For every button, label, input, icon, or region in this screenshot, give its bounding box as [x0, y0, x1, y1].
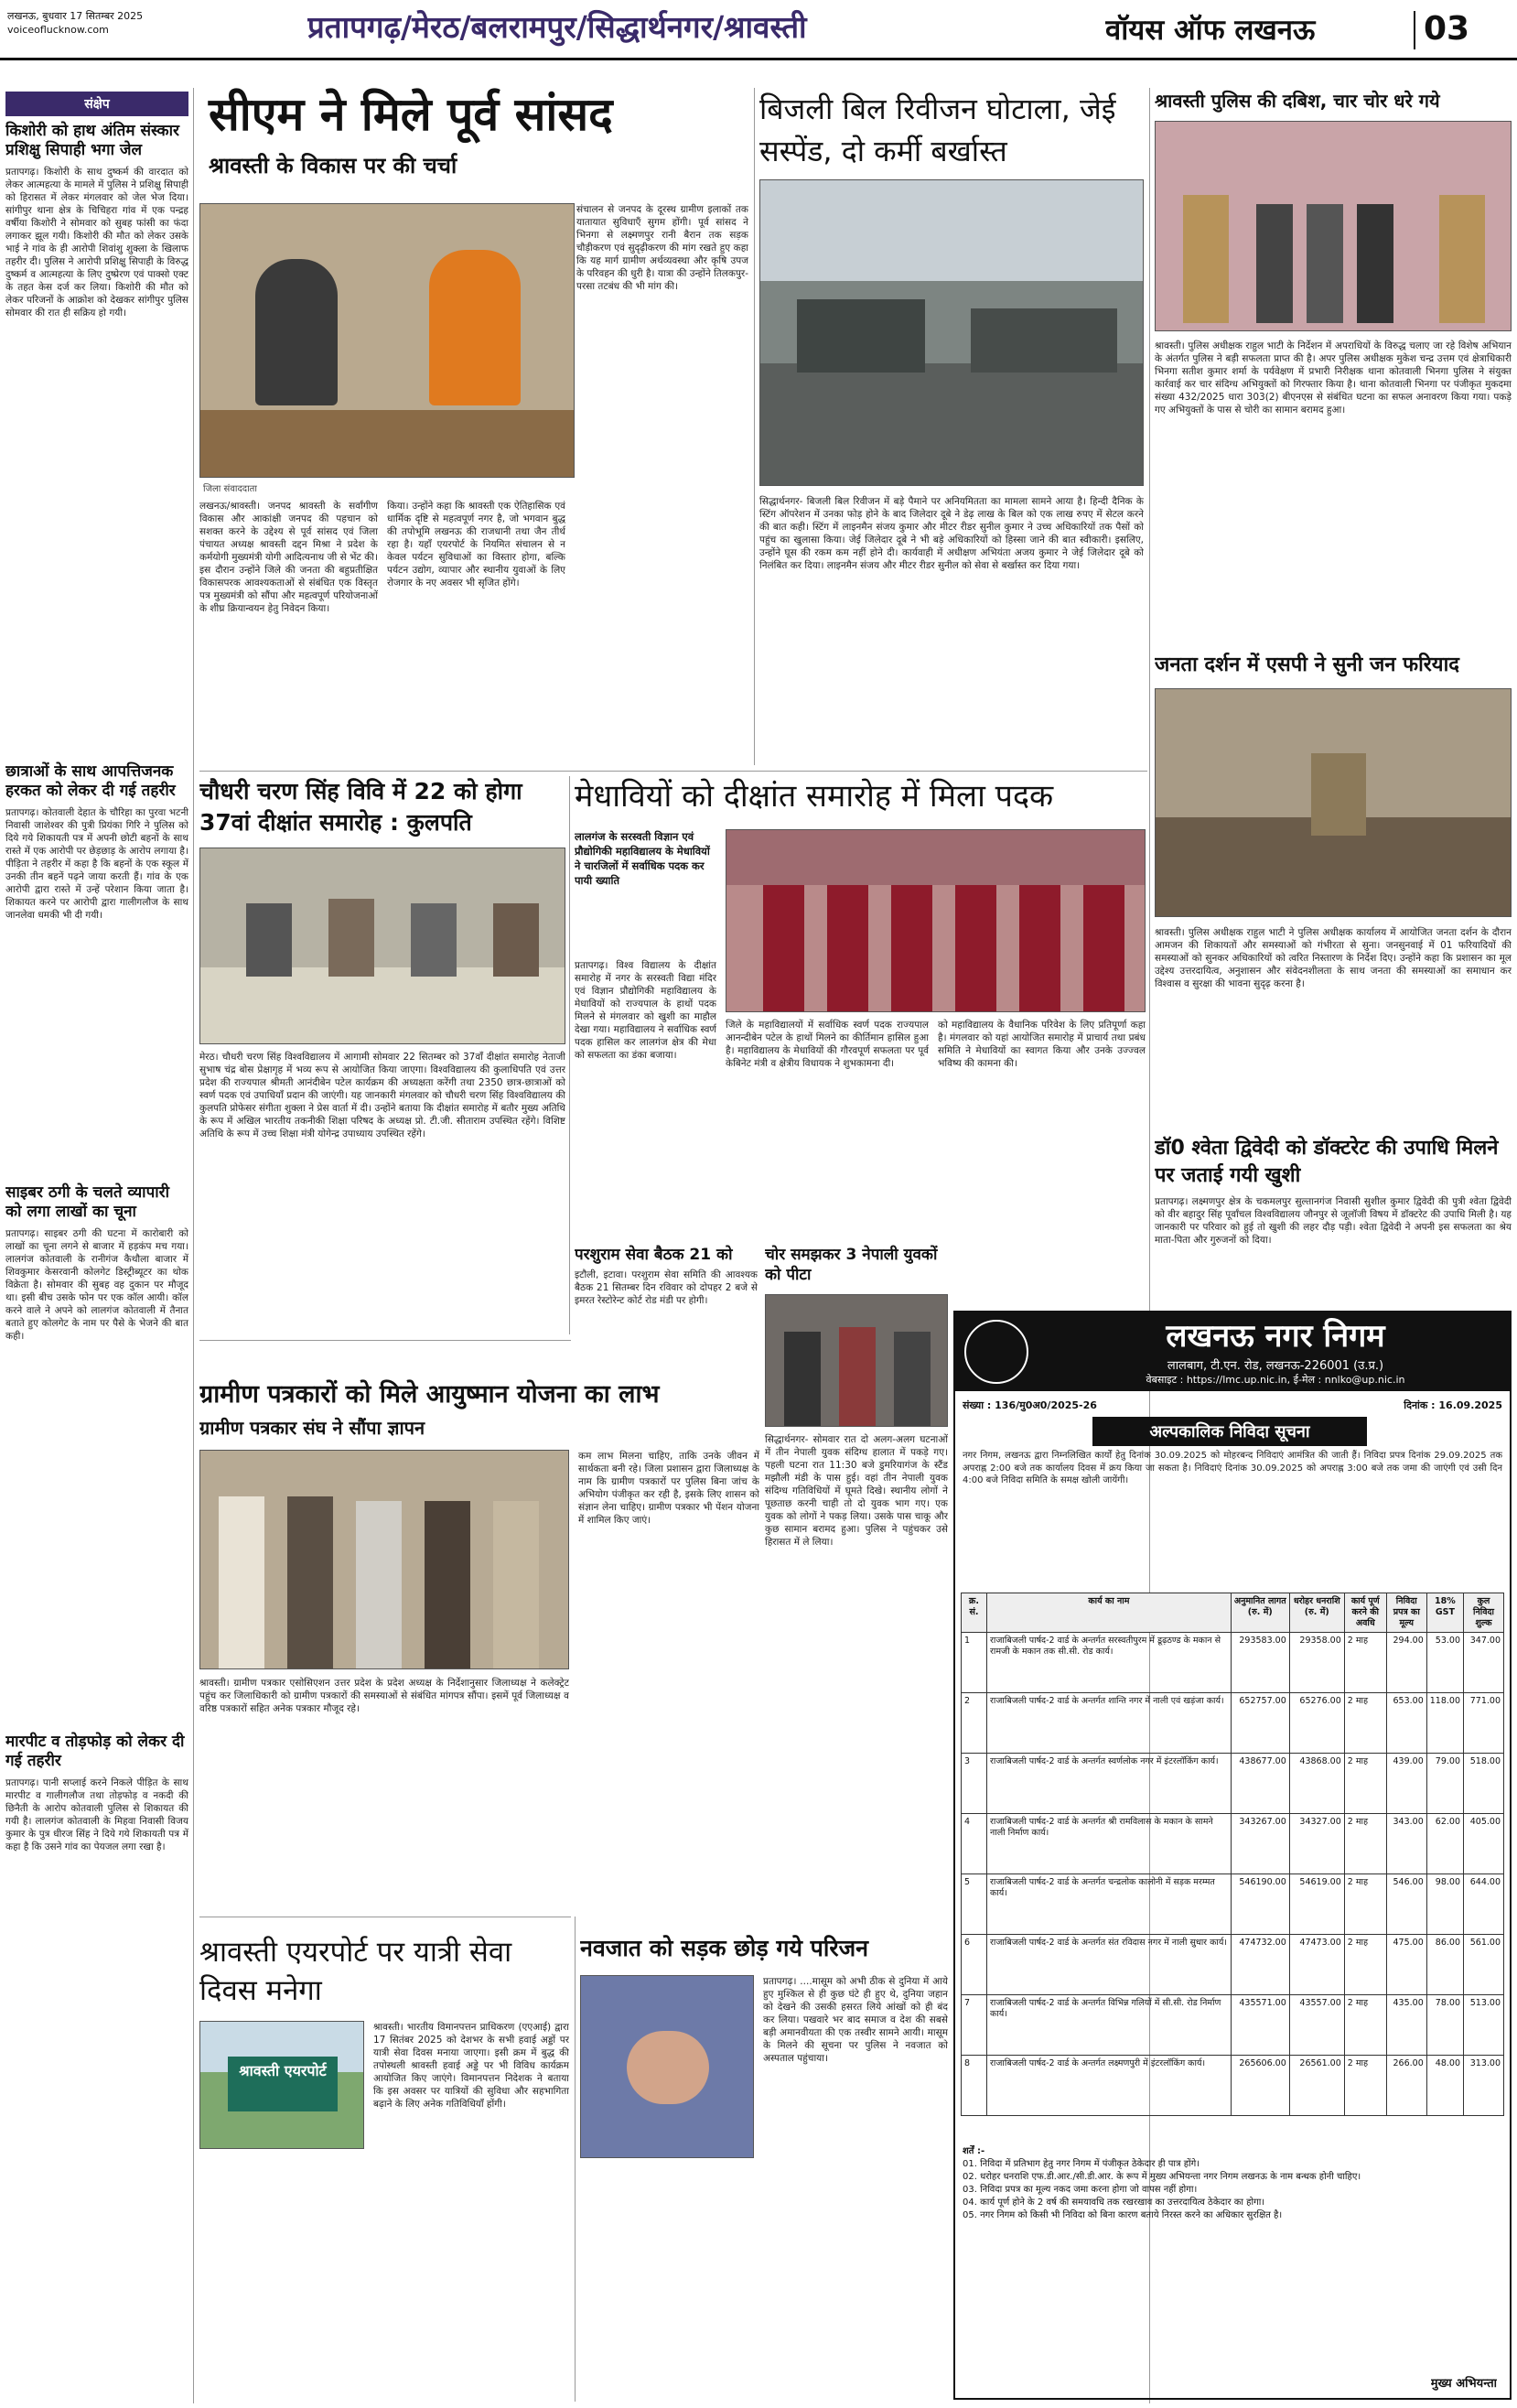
brief-body: प्रतापगढ़। साइबर ठगी की घटना में कारोबारी को लाखों का चूना लगने से बाजार में हड़कंप मच गया। लालगंज कोतवाली के रानीगंज कैथौला बाजार में शिवकुमार केसरवानी कोलगेट डिस्ट्रीब्यूटर का थोक विक्रेता है। सोमवार की सुबह वह दुकान पर मौजूद था। इसी बीच उसके फोन पर एक कॉल आयी। कॉल करने वाले ने अपने को लालगंज कोतवाली में तैनात बताते हुए कोलगेट के नाम पर पैसे के भेजने की बात कही। — [5, 1228, 188, 1342]
story-medals — [575, 776, 1146, 1234]
story-headline: चौधरी चरण सिंह विवि में 22 को होगा 37वां दीक्षांत समारोह : कुलपति — [199, 778, 522, 836]
story-body: सिद्धार्थनगर- बिजली बिल रिवीजन में बड़े पैमाने पर अनियमितता का मामला सामने आया है। हिन्दी दैनिक के स्टिंग ऑपरेशन में उनका फोड़ होने के बाद जिलेदार दूबे ने डेढ़ लाख के बिल को एक लाख रुपए में सेटल करने की बात कही। स्टिंग में लाइनमैन संजय कुमार और मीटर रीडर सुनील कुमार ने उच्च अधिकारियों तक पैसों को पहुंच का खुलासा किया। जेई जिलेदार दूबे ने भी बड़े अधिकारियों को हिस्सा जाने की बात स्वीकारी। इसलिए, उन्होंने घूस की रकम कम नहीं होने दी। कार्यवाही में अधीक्षण अभियंता अजय कुमार ने जेई जिलेदार दूबे को निलंबित कर दिया। लाइनमैन संजय और मीटर रीडर सुनील को सेवा से बर्खास्त कर दिया गया। — [759, 496, 1144, 571]
photo-cm-meeting — [199, 203, 575, 478]
story-electricity-scam — [759, 88, 1144, 765]
brief-body: प्रतापगढ़। कोतवाली देहात के चौरिहा का पुरवा भटनी निवासी जाशेश्वर की पुत्री प्रियंका गिरि ने पुलिस को दिये गये शिकायती पत्र में अपनी छोटी बहनों के साथ रास्ते में एक आरोपी पर छेड़छाड़ के आरोप लगाया है। पीड़िता ने तहरीर में कहा है कि बहनों के एक स्कूल में उनकी तीन बहनें पढ़ने जाया करती हैं। गांव के एक आरोपी द्वारा रास्ते में उन्हें परेशान किया जाता है। शिकायत करने पर आरोपी द्वारा गालीगलौज के साथ जानलेवा धमकी भी दी गयी। — [5, 807, 188, 921]
sidebar-briefs — [5, 92, 188, 2403]
story-body: इटौली, इटावा। परशुराम सेवा समिति की आवश्यक बैठक 21 सितम्बर दिन रविवार को दोपहर 2 बजे से इमरत रेस्टोरेन्ट कोर्ट रोड मंडी पर होगी। — [575, 1269, 758, 1306]
col-header: कार्य पूर्ण करने की अवधि — [1344, 1593, 1386, 1633]
story-headline: मेधावियों को दीक्षांत समारोह में मिला पदक — [575, 778, 1054, 815]
story-body: कम लाभ मिलना चाहिए, ताकि उनके जीवन में सार्थकता बनी रहे। जिला प्रशासन द्वारा जिलाध्यक्ष के नाम कि ग्रामीण पत्रकारों पर पुलिस बिना जांच के अभियोग पंजीकृत कर रही है, इसके लिए शासन को संज्ञान लेना चाहिए। ग्रामीण पत्रकार भी पेंशन योजना में शामिल किए जाएं। — [578, 1451, 759, 1526]
story-body: मेरठ। चौधरी चरण सिंह विश्वविद्यालय में आगामी सोमवार 22 सितम्बर को 37वाँ दीक्षांत समारोह नेताजी सुभाष चंद्र बोस प्रेक्षागृह में भव्य रूप से आयोजित किया जाएगा। विश्वविद्यालय की कुलाधिपति एवं उत्तर प्रदेश की राज्यपाल श्रीमती आनंदीबेन पटेल कार्यक्रम की अध्यक्षता करेंगी तथा 2350 छात्र-छात्राओं को स्वर्ण पदक एवं उपाधियाँ प्रदान की जाएंगी। यह जानकारी मंगलवार को चौधरी चरण सिंह विश्वविद्यालय की कुलपति प्रोफेसर संगीता शुक्ला ने प्रेस वार्ता में दी। उन्होंने बताया कि दीक्षांत समारोह में बतौर मुख्य अतिथि के रूप में अखिल भारतीय तकनीकी शिक्षा परिषद के अध्यक्ष प्रो. टी.जी. सीताराम उपस्थित रहेंगे। विशिष्ट अतिथि के रूप में उच्च शिक्षा मंत्री योगेन्द्र उपाध्याय उपस्थित रहेंगे। — [199, 1052, 565, 1139]
table-row: 3 राजाबिजली पार्षद-2 वार्ड के अन्तर्गत स्वर्णलोक नगर में इंटरलॉकिंग कार्य। 438677.00 43868.00 2 माह 439.00 79.00 518.00 — [962, 1754, 1504, 1814]
brief-title: साइबर ठगी के चलते व्यापारी को लगा लाखों का चूना — [5, 1183, 169, 1221]
story-body: श्रावस्ती। ग्रामीण पत्रकार एसोसिएशन उत्तर प्रदेश के प्रदेश अध्यक्ष के निर्देशानुसार जिलाध्यक्ष ने कलेक्ट्रेट पहुंच कर जिलाधिकारी को ग्रामीण पत्रकारों की समस्याओं से संबंधित मांगपत्र सौंपा। इसमें पूर्व जिलाध्यक्ष व वरिष्ठ पत्रकारों सहित अनेक पत्रकार मौजूद रहे। — [199, 1678, 569, 1714]
story-headline: ग्रामीण पत्रकारों को मिले आयुष्मान योजना का लाभ — [199, 1380, 660, 1409]
story-headline: जनता दर्शन में एसपी ने सुनी जन फरियाद — [1155, 653, 1459, 676]
tender-header — [955, 1312, 1510, 1391]
tender-signatory: मुख्य अभियन्ता — [1430, 2377, 1497, 2391]
term-item: 01. निविदा में प्रतिभाग हेतु नगर निगम में पंजीकृत ठेकेदार ही पात्र होंगे। — [963, 2159, 1200, 2169]
brief-item — [5, 1733, 188, 2161]
story-headline: चोर समझकर 3 नेपाली युवकों को पीटा — [765, 1246, 938, 1284]
tender-terms — [963, 2145, 1502, 2365]
tender-date: दिनांक : 16.09.2025 — [1404, 1399, 1502, 1411]
paper-title-box — [1098, 5, 1510, 55]
story-rural-journalists — [199, 1378, 759, 1909]
paper-name: वॉयस ऑफ लखनऊ — [1105, 14, 1316, 47]
story-body: किया। उन्होंने कहा कि श्रावस्ती एक ऐतिहासिक एवं धार्मिक दृष्टि से महत्वपूर्ण नगर है, जो भगवान बुद्ध की तपोभूमि लखनऊ की राजधानी तथा जैन तीर्थ रहा है। यहाँ एयरपोर्ट के नियमित संचालन से न केवल पर्यटन सुविधाओं का विस्तार होगा, बल्कि पर्यटन उद्योग, व्यापार और स्थानीय युवाओं के लिए रोजगार के नए अवसर भी सृजित होंगे। — [387, 501, 565, 589]
table-row: 2 राजाबिजली पार्षद-2 वार्ड के अन्तर्गत शान्ति नगर में नाली एवं खड़ंजा कार्य। 652757.00 65276.00 2 माह 653.00 118.00 771.00 — [962, 1693, 1504, 1754]
story-body: प्रतापगढ़। ....मासूम को अभी ठीक से दुनिया में आये हुए मुश्किल से ही कुछ घंटे ही हुए थे, दुनिया जहान को देखने की उसकी हसरत लिये आंखों को ही बंद कर लिया। पखवारे भर बाद समाज व देश की सबसे बड़ी अमानवीयता की एक तस्वीर सामने आयी। मासूम के मिलने की सूचना पर पुलिस ने नवजात को अस्पताल पहुंचाया। — [763, 1976, 948, 2064]
term-item: 04. कार्य पूर्ण होने के 2 वर्ष की समयावधि तक रखरखाव का उत्तरदायित्व ठेकेदार का होगा। — [963, 2197, 1265, 2208]
photo-press-conference — [199, 848, 565, 1044]
table-row: 1 राजाबिजली पार्षद-2 वार्ड के अन्तर्गत सरस्वतीपुरम में डूढ़ठण्ड के मकान से रामजी के मकान तक सी.सी. रोड कार्य। 293583.00 29358.00 2 माह 294.00 53.00 347.00 — [962, 1633, 1504, 1693]
story-body: संचालन से जनपद के दूरस्थ ग्रामीण इलाकों तक यातायात सुविधाएँ सुगम होंगी। पूर्व सांसद ने भिनगा से लक्ष्मणपुर रानी बैरान तक सड़क चौड़ीकरण एवं सुदृढ़ीकरण की मांग रखते हुए कहा कि यह मार्ग ग्रामीण अर्थव्यवस्था और कृषि उपज के परिवहन की धुरी है। यात्रा की उन्होंने तिलकपुर-परसा तटबंध की भी मांग की। — [576, 204, 748, 292]
story-body: श्रावस्ती। भारतीय विमानपत्तन प्राधिकरण (एएआई) द्वारा 17 सितंबर 2025 को देशभर के सभी हवाई अड्डों पर यात्री सेवा दिवस मनाया जाएगा। इसी क्रम में बुद्ध की तपोस्थली श्रावस्ती हवाई अड्डे पर भी विविध कार्यक्रम आयोजित किए जाएंगे। विमानपत्तन निदेशक ने बताया कि इस अवसर पर यात्रियों की सुविधा और सहभागिता बढ़ाने के लिए अनेक गतिविधियाँ होंगी। — [373, 2022, 569, 2110]
table-row: 4 राजाबिजली पार्षद-2 वार्ड के अन्तर्गत श्री रामविलास के मकान के सामने नाली निर्माण कार्य। 343267.00 34327.00 2 माह 343.00 62.00 405.00 — [962, 1814, 1504, 1874]
districts-title: प्रतापगढ़/मेरठ/बलरामपुर/सिद्धार्थनगर/श्रावस्ती — [307, 9, 807, 45]
story-body: लखनऊ/श्रावस्ती। जनपद श्रावस्ती के सर्वांगीण विकास और आकांक्षी जनपद की पहचान को सशक्त करने के उद्देश्य से पूर्व सांसद एवं जिला पंचायत अध्यक्ष श्रावस्ती दद्दन मिश्रा ने प्रदेश के कर्मयोगी मुख्यमंत्री योगी आदित्यनाथ जी से भेंट की। इस दौरान उन्होंने जिले की जनता की बहुप्रतीक्षित विकासपरक आवश्यकताओं से संबंधित एक विस्तृत पत्र मुख्यमंत्री को सौंपा और महत्वपूर्ण परियोजनाओं के शीघ्र क्रियान्वयन हेतु निवेदन किया। — [199, 501, 378, 614]
photo-memorandum — [199, 1450, 569, 1669]
col-header: अनुमानित लागत (रु. में) — [1231, 1593, 1289, 1633]
sidebar-label: संक्षेप — [5, 92, 188, 116]
photo-newborn — [580, 1975, 754, 2158]
term-item: 05. नगर निगम को किसी भी निविदा को बिना कारण बताये निरस्त करने का अधिकार सुरक्षित है। — [963, 2210, 1283, 2220]
tender-ref: संख्या : 136/मु0अ0/2025-26 — [963, 1399, 1097, 1411]
story-headline: नवजात को सड़क छोड़ गये परिजन — [580, 1935, 868, 1961]
brief-body: प्रतापगढ़। किशोरी के साथ दुष्कर्म की वारदात को लेकर आत्महत्या के मामले में पुलिस ने प्रशिक्षु सिपाही को हिरासत में लेकर मंगलवार को जेल भेज दिया। सांगीपुर थाना क्षेत्र के चिचिहरा गांव में एक पन्द्रह वर्षीया किशोरी ने सोमवार को सुबह फांसी का फंदा लगाकर झूल गयी। किशोरी की मौत को लेकर उसके भाई ने गांव के ही आरोपी शिवांशु शुक्ला के खिलाफ तहरीर दी। पुलिस ने आरोपी प्रशिक्षु सिपाही के विरुद्ध दुष्कर्म व आत्महत्या के लिए दुष्प्रेरण एवं पाक्सो एक्ट के तहत केस दर्ज कर लिया। किशोरी की मौत को लेकर परिजनों के आक्रोश को देखकर सांगीपुर पुलिस सोमवार की रात ही सक्रिय हो गयी। — [5, 167, 188, 319]
brief-title: मारपीट व तोड़फोड़ को लेकर दी गई तहरीर — [5, 1733, 185, 1770]
story-headline: डॉ0 श्वेता द्विवेदी को डॉक्टरेट की उपाधि मिलने पर जताई गयी खुशी — [1155, 1137, 1499, 1187]
story-kicker: लालगंज के सरस्वती विज्ञान एवं प्रौद्योगिकी महाविद्यालय के मेधावियों ने चारजिलों में सर्वाधिक पदक कर पायी ख्याति — [575, 830, 710, 887]
terms-label: शर्तें :- — [963, 2146, 985, 2156]
page-number: 03 — [1424, 10, 1470, 48]
photo-scrapyard — [759, 179, 1144, 486]
site-url: voiceoflucknow.com — [7, 24, 109, 36]
table-row: 5 राजाबिजली पार्षद-2 वार्ड के अन्तर्गत चन्द्रलोक कालोनी में सड़क मरम्मत कार्य। 546190.00 54619.00 2 माह 546.00 98.00 644.00 — [962, 1874, 1504, 1935]
emblem-icon — [964, 1320, 1028, 1384]
brief-title: किशोरी को हाथ अंतिम संस्कार प्रशिक्षु सिपाही भगा जेल — [5, 122, 179, 159]
col-header: कुल निविदा शुल्क — [1464, 1593, 1504, 1633]
col-header: धरोहर धनराशि (रु. में) — [1289, 1593, 1344, 1633]
story-airport — [199, 1933, 569, 2402]
tender-web: वेबसाइट : https://lmc.up.nic.in, ई-मेल : nnlko@up.nic.in — [1146, 1374, 1405, 1386]
tender-title: अल्पकालिक निविदा सूचना — [1092, 1417, 1367, 1446]
story-subhead: श्रावस्ती के विकास पर की चर्चा — [209, 153, 457, 178]
photo-crowd — [765, 1294, 948, 1427]
brief-item — [5, 122, 188, 751]
story-body: जिले के महाविद्यालयों में सर्वाधिक स्वर्ण पदक राज्यपाल आनन्दीबेन पटेल के हाथों मिलने का कीर्तिमान हासिल हुआ है। महाविद्यालय के मेधावियों की गौरवपूर्ण सफलता पर पूर्व केबिनेट मंत्री व क्षेत्रीय विधायक ने शुभकामना दी। — [726, 1020, 929, 1069]
story-doctorate — [1155, 1135, 1512, 1300]
col-header: क्र. सं. — [962, 1593, 987, 1633]
story-body: सिद्धार्थनगर- सोमवार रात दो अलग-अलग घटनाओं में तीन नेपाली युवक संदिग्ध हालात में पकड़े गए। पहली घटना रात 11:30 बजे डुमरियागंज के स्टैंड मझौली मंडी के पास हुई। वहां तीन नेपाली युवक संदिग्ध गतिविधियों में घूमते दिखे। स्थानीय लोगों ने पूछताछ करनी चाही तो दो युवक भाग गए। एक युवक को लोगों ने पकड़ लिया। उसके पास चाकू और कुछ सामान बरामद हुआ। पुलिस ने पहुंचकर उसे हिरासत में ले लिया। — [765, 1434, 948, 1548]
story-parshuram-meeting — [575, 1245, 758, 1373]
story-headline: सीएम ने मिले पूर्व सांसद — [209, 88, 613, 141]
story-body: को महाविद्यालय के वैधानिक परिवेश के लिए प्रतिपूर्णा कहा है। मंगलवार को यहां आयोजित समारोह में प्राचार्य तथा प्रबंध समिति ने मेधावियों का स्वागत किया और उनके उज्ज्वल भविष्य की कामना की। — [938, 1020, 1146, 1069]
brief-title: छात्राओं के साथ आपत्तिजनक हरकत को लेकर दी गई तहरीर — [5, 762, 176, 800]
story-nepali-youths — [765, 1245, 948, 2050]
col-header: निविदा प्रपत्र का मूल्य — [1386, 1593, 1426, 1633]
story-headline: श्रावस्ती पुलिस की दबिश, चार चोर धरे गये — [1155, 90, 1440, 112]
col-header: कार्य का नाम — [987, 1593, 1232, 1633]
tender-table — [961, 1593, 1504, 2116]
story-body: श्रावस्ती। पुलिस अधीक्षक राहुल भाटी के निर्देशन में अपराधियों के विरुद्ध चलाए जा रहे विशेष अभियान के अंतर्गत पुलिस ने बड़ी सफलता प्राप्त की है। अपर पुलिस अधीक्षक मुकेश चन्द्र उत्तम एवं क्षेत्राधिकारी भिनगा सतीश कुमार शर्मा के पर्यवेक्षण में प्रभारी निरीक्षक थाना कोतवाली भिनगा पुलिस ने संयुक्त कार्रवाई कर चार संदिग्ध अभियुक्तों को गिरफ्तार किया है। थाना कोतवाली भिनगा पर पंजीकृत मुकदमा संख्या 432/2025 धारा 303(2) बीएनएस से संबंधित घटना का सफल अनावरण किया गया। पकड़े गए अभियुक्तों के पास से चोरी का सामान बरामद हुआ। — [1155, 340, 1512, 416]
story-cm-meeting — [199, 88, 748, 765]
brief-item — [5, 762, 188, 1172]
photo-medal-winners — [726, 829, 1146, 1012]
story-newborn — [580, 1933, 948, 2402]
table-row: 7 राजाबिजली पार्षद-2 वार्ड के अन्तर्गत विभिन्न गलियों में सी.सी. रोड निर्माण कार्य। 435571.00 43557.00 2 माह 435.00 78.00 513.00 — [962, 1995, 1504, 2056]
story-subhead: ग्रामीण पत्रकार संघ ने सौंपा ज्ञापन — [199, 1417, 425, 1439]
brief-body: प्रतापगढ़। पानी सप्लाई करने निकले पीड़ित के साथ मारपीट व गालीगलौज तथा तोड़फोड़ व नकदी की छिनैती के आरोप कोतवाली पुलिस से शिकायत की गयी है। लालगंज कोतवाली के मिहवा निवासी विजय कुमार के पुत्र धीरज सिंह ने दिये गये शिकायती पत्र में कहा है कि उसने गांव का पेयजल लगा रखा है। — [5, 1777, 188, 1852]
table-row: 8 राजाबिजली पार्षद-2 वार्ड के अन्तर्गत लक्ष्मणपुरी में इंटरलॉकिंग कार्य। 265606.00 26561.00 2 माह 266.00 48.00 313.00 — [962, 2056, 1504, 2116]
term-item: 02. धरोहर धनराशि एफ.डी.आर./सी.डी.आर. के रूप में मुख्य अभियन्ता नगर निगम लखनऊ के नाम बन्धक होनी चाहिए। — [963, 2172, 1361, 2182]
col-header: 18% GST — [1426, 1593, 1463, 1633]
tender-notice — [953, 1311, 1512, 2400]
airport-sign: श्रावस्ती एयरपोर्ट — [228, 2057, 338, 2111]
brief-item — [5, 1183, 188, 1722]
story-headline: श्रावस्ती एयरपोर्ट पर यात्री सेवा दिवस मनेगा — [199, 1936, 512, 2007]
masthead — [0, 0, 1517, 60]
photo-airport-sign — [199, 2021, 364, 2149]
photo-caption: जिला संवाददाता — [203, 484, 257, 494]
tender-address: लालबाग, टी.एन. रोड, लखनऊ-226001 (उ.प्र.) — [1167, 1359, 1384, 1373]
photo-sp-hearing — [1155, 688, 1512, 917]
story-police-raid — [1155, 88, 1512, 637]
photo-arrested-thieves — [1155, 121, 1512, 331]
story-janta-darshan — [1155, 652, 1512, 1128]
tender-org: लखनऊ नगर निगम — [1166, 1318, 1385, 1355]
story-body: श्रावस्ती। पुलिस अधीक्षक राहुल भाटी ने पुलिस अधीक्षक कार्यालय में आयोजित जनता दर्शन के दौरान आमजन की शिकायतों और समस्याओं को गंभीरता से सुना। जनसुनवाई में 01 फरियादियों की समस्याओं को सुनकर अधिकारियों को त्वरित निस्तारण के निर्देश दिए। उन्होंने कहा कि प्रशासन का मूल उद्देश्य उत्तरदायित्व, अनुशासन और संवेदनशीलता के साथ जनता की समस्याओं का समाधान कर विश्वास व सुरक्षा की भावना सुदृढ़ करना है। — [1155, 927, 1512, 989]
story-body: प्रतापगढ़। लक्ष्मणपुर क्षेत्र के चकमलपुर सुल्तानगंज निवासी सुशील कुमार द्विवेदी की पुत्री श्वेता द्विवेदी को वीर बहादुर सिंह पूर्वांचल विश्वविद्यालय जौनपुर से जूलॉजी विषय में डॉक्टरेट की उपाधि मिली है। यह जानकारी पर परिवार को हुई तो खुशी की लहर दौड़ पड़ी। श्वेता द्विवेदी ने अपनी इस सफलता का श्रेय माता-पिता और गुरुजनों को दिया। — [1155, 1196, 1512, 1246]
story-body: प्रतापगढ़। विश्व विद्यालय के दीक्षांत समारोह में नगर के सरस्वती विद्या मंदिर एवं विज्ञान प्रौद्योगिकी महाविद्यालय के मेधावियों को राज्यपाल के हाथों पदक मिलने से मंगलवार को खुशी का माहौल देखा गया। महाविद्यालय ने सर्वाधिक स्वर्ण पदक हासिल कर लालगंज क्षेत्र की मेधा को सफलता का डंका बजाया। — [575, 960, 716, 1061]
table-row: 6 राजाबिजली पार्षद-2 वार्ड के अन्तर्गत संत रविदास नगर में नाली सुधार कार्य। 474732.00 47473.00 2 माह 475.00 86.00 561.00 — [962, 1935, 1504, 1995]
date-line: लखनऊ, बुधवार 17 सितम्बर 2025 — [7, 10, 144, 22]
tender-intro: नगर निगम, लखनऊ द्वारा निम्नलिखित कार्यों हेतु दिनांक 30.09.2025 को मोहरबन्द निविदाएं आमंत्रित की जाती हैं। निविदा प्रपत्र दिनांक 29.09.2025 तक अपराह्न 2:00 बजे तक कार्यालय दिवस में क्रय किया जा सकता है। निविदाएं दिनांक 30.09.2025 को अपराह्न 3:00 बजे तक जमा की जाएंगी एवं उसी दिन 4:00 बजे निविदा समिति के समक्ष खोली जायेंगी। — [963, 1451, 1502, 1485]
story-convocation-ccs — [199, 776, 565, 1334]
term-item: 03. निविदा प्रपत्र का मूल्य नकद जमा करना होगा जो वापस नहीं होगा। — [963, 2185, 1198, 2195]
story-headline: बिजली बिल रिवीजन घोटाला, जेई सस्पेंड, दो कर्मी बर्खास्त — [759, 92, 1116, 168]
story-headline: परशुराम सेवा बैठक 21 को — [575, 1246, 733, 1264]
